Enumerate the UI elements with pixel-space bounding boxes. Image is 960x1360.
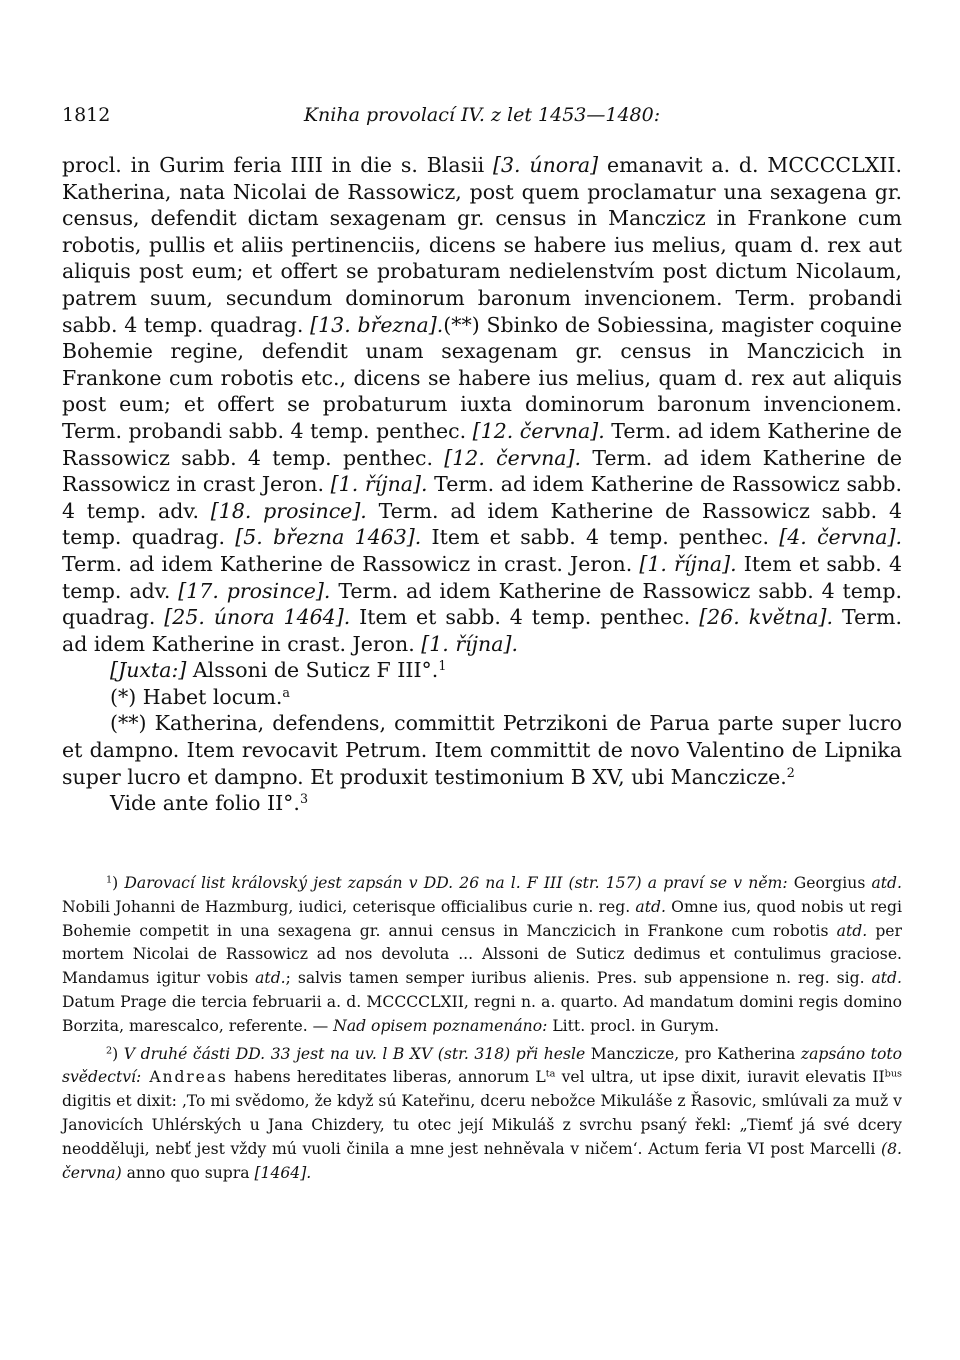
- page-number: 1812: [62, 104, 111, 126]
- text-run: Litt. procl. in Gurym.: [547, 1016, 720, 1035]
- editorial-note: V druhé části DD. 33 jest na uv. l B XV (str. 318) při hesle: [123, 1044, 586, 1063]
- paragraph-vide-ante: [62, 790, 902, 817]
- text-run: Alssoni de Suticz F III°.: [186, 658, 439, 683]
- footnote-ref: a: [282, 684, 290, 700]
- date-note: [4. června].: [779, 525, 902, 550]
- editorial-note: atd.: [871, 874, 902, 892]
- date-note: [1. října].: [330, 472, 428, 497]
- footnote-mark: 1: [106, 874, 113, 886]
- text-run: digitis et dixit: ‚To mi svědomo, že když sú Kateřinu, dceru nebožce Mikuláše z Řasovic, smlúvali za muž v Janovicích Uhlérských u Jana Chizdery, tu otec její Mikuláš z svrchu psaný řekl: „Tiemť já své dcery neodděluji, nebť jest vždy mú vuoli činila a mne jest nehněvala v ničem‘. Actum feria VI post Marcelli: [62, 1092, 902, 1158]
- date-note: [18. prosince].: [210, 498, 367, 523]
- editorial-label: [Juxta:]: [110, 658, 187, 683]
- date-note: [3. února]: [493, 153, 599, 177]
- editorial-note: atd.: [255, 969, 286, 988]
- text-run: Term. ad idem Katherine de Rassowicz in crast Jeron.: [62, 445, 903, 497]
- text-run: Nobili Johanni de Hazmburg, iudici, ceterisque officialibus curie n. reg.: [62, 897, 636, 916]
- paragraph-juxta: [62, 657, 902, 684]
- text-run: (**) Sbinko de Sobiessina, magister coquine Bohemie regine, defendit unam sexagenam gr. census in Manczicich in Frankone cum robotis etc., dicens se habere ius melius, quam d. rex aut aliquis post eum; et offert se probaturum iuxta dominorum baronum invencionem. Term. probandi sabb. 4 temp. penthec.: [62, 312, 902, 443]
- date-note: [13. března].: [310, 312, 444, 337]
- superscript: ta: [545, 1069, 556, 1081]
- text-run: Term. ad idem Katherine de Rassowicz sabb. 4 temp. quadrag.: [62, 578, 902, 630]
- editorial-note: (8. června): [62, 1139, 902, 1182]
- text-run: per mortem Nicolai de Rassowicz ad nos devoluta ... Alssoni de Suticz dedimus et contulimus graciose. Mandamus igitur vobis: [62, 921, 902, 988]
- main-text: [62, 152, 902, 817]
- text-run: anno quo supra: [121, 1163, 255, 1182]
- footnotes: [62, 872, 902, 1185]
- date-note: [17. prosince].: [178, 578, 331, 603]
- editorial-note: atd.: [836, 921, 868, 940]
- date-note: [12. června].: [472, 418, 605, 443]
- text-run: Vide ante folio II°.: [110, 791, 300, 816]
- text-run: Manczicze, pro Katherina: [585, 1044, 801, 1063]
- paragraph-katherina: [62, 710, 902, 790]
- text-run: Georgius: [787, 874, 872, 892]
- footnote-ref: 2: [786, 764, 795, 780]
- text-run: Term. ad idem Katherine de Rassowicz in crast. Jeron.: [62, 551, 640, 576]
- text-run: vel ultra, ut ipse dixit, iuravit elevatis II: [555, 1068, 885, 1087]
- editorial-note: atd.: [871, 969, 902, 988]
- footnote-mark: 2: [106, 1045, 113, 1057]
- footnote-1: $^1$) Darovací list královský jest zapsán v DD. 26 na l. F III (str. 157) a praví se v něm: Georgius atd. Nobili Johanni de Hazmburg, iudici, ceterisque officialibus curie n. reg. atd. Omne ius, quod nobis ut regi Bohemie competit in una sexagena gr. annui census in Manczicich in Frankone cum robotis atd. per mortem Nicolai de Rassowicz ad nos devoluta ... Alssoni de Suticz dedimus et contulimus graciose. Mandamus igitur vobis atd.; salvis tamen semper iuribus alienis. Pres. sub appensione n. reg. sig. atd. Datum Prage die tercia februarii a. d. MCCCCLXII, regni n. a. quarto. Ad mandatum domini regis domino Borzita, marescalco, referente. — Nad opisem poznamenáno: Litt. procl. in Gurym.: [62, 874, 902, 1035]
- text-run: Term. ad idem Katherine de Rassowicz sabb. 4 temp. adv.: [62, 472, 902, 523]
- editorial-note: Darovací list královský jest zapsán v DD. 26 na l. F III (str. 157) a praví se v něm:: [124, 874, 788, 892]
- text-run: Term. ad idem Katherine in crast. Jeron.: [62, 605, 902, 656]
- date-note: [1. října].: [421, 631, 518, 656]
- text-run: Term. ad idem Katherine de Rassowicz sabb. 4 temp. penthec.: [62, 418, 902, 470]
- text-run: Item et sabb. 4 temp. adv.: [62, 551, 902, 603]
- text-run: Omne ius, quod nobis ut regi Bohemie competit in una sexagena gr. annui census in Manczicich in Frankone cum robotis: [62, 897, 902, 940]
- editorial-note: atd.: [635, 897, 666, 916]
- running-title: Kniha provolací IV. z let 1453—1480:: [303, 104, 661, 126]
- date-note: [25. února 1464].: [164, 605, 351, 630]
- text-run: Item et sabb. 4 temp. penthec.: [350, 605, 700, 630]
- date-note: [1. října].: [639, 551, 737, 576]
- text-run: procl. in Gurim feria IIII in die s. Blasii: [62, 153, 494, 177]
- paragraph-habet-locum: [62, 684, 902, 711]
- running-head: [62, 104, 902, 134]
- text-run: Datum Prage die tercia februarii a. d. MCCCCLXII, regni n. a. quarto. Ad mandatum domini regis domino Borzita, marescalco, referente. —: [62, 992, 902, 1035]
- editorial-note: [1464].: [254, 1163, 312, 1182]
- text-run: (**) Katherina, defendens, committit Petrzikoni de Parua parte super lucro et dampno. Item revocavit Petrum. Item committit de novo Valentino de Lipnika super lucro et dampno. Et produxit testimonium B XV, ubi Manczicze.: [62, 711, 902, 789]
- spaced-name: Andreas: [141, 1068, 228, 1087]
- text-run: ; salvis tamen semper iuribus alienis. Pres. sub appensione n. reg. sig.: [285, 969, 872, 988]
- date-note: [26. května].: [699, 605, 834, 630]
- text-run: Item et sabb. 4 temp. penthec.: [421, 525, 780, 550]
- date-note: [12. června].: [444, 445, 582, 470]
- text-run: emanavit a. d. MCCCCLXII. Katherina, nata Nicolai de Rassowicz, post quem proclamatur una sexagena gr. census, defendit dictam sexagenam gr. census in Manczicz in Frankone cum robotis, pullis et aliis pertinenciis, dicens se habere ius melius, quam d. rex aut aliquis post eum; et offert se probaturam nedielenstvím post dictum Nicolaum, patrem suum, secundum dominorum baronum invencionem. Term. probandi sabb. 4 temp. quadrag.: [62, 153, 903, 337]
- text-run: (*) Habet locum.: [110, 684, 283, 709]
- editorial-note: zapsáno toto svědectví:: [62, 1044, 902, 1087]
- text-run: habens hereditates liberas, annorum L: [227, 1068, 546, 1087]
- superscript: bus: [884, 1069, 903, 1081]
- text-run: Term. ad idem Katherine de Rassowicz sabb. 4 temp. quadrag.: [62, 498, 902, 550]
- footnote-ref: 1: [438, 658, 447, 674]
- date-note: [5. března 1463].: [235, 525, 422, 550]
- paragraph-proclamation: [62, 152, 902, 657]
- editorial-note: Nad opisem poznamenáno:: [333, 1016, 548, 1035]
- footnote-2: $^2$) V druhé části DD. 33 jest na uv. l B XV (str. 318) při hesle Manczicze, pro Katherina zapsáno toto svědectví: Andreas habens hereditates liberas, annorum $L^{ta}$ vel ultra, ut ipse dixit, iuravit elevatis $II^{bus}$ digitis et dixit: ‚To mi svědomo, že když sú Kateřinu, dceru nebožce Mikuláše z Řasovic, smlúvali za muž v Janovicích Uhlérských u Jana Chizdery, tu otec její Mikuláš z svrchu psaný řekl: „Tiemť já své dcery neodděluji, nebť jest vždy mú vuoli činila a mne jest nehněvala v ničem‘. Actum feria VI post Marcelli (8. června) anno quo supra [1464].: [62, 1044, 903, 1182]
- footnote-ref: 3: [299, 791, 309, 807]
